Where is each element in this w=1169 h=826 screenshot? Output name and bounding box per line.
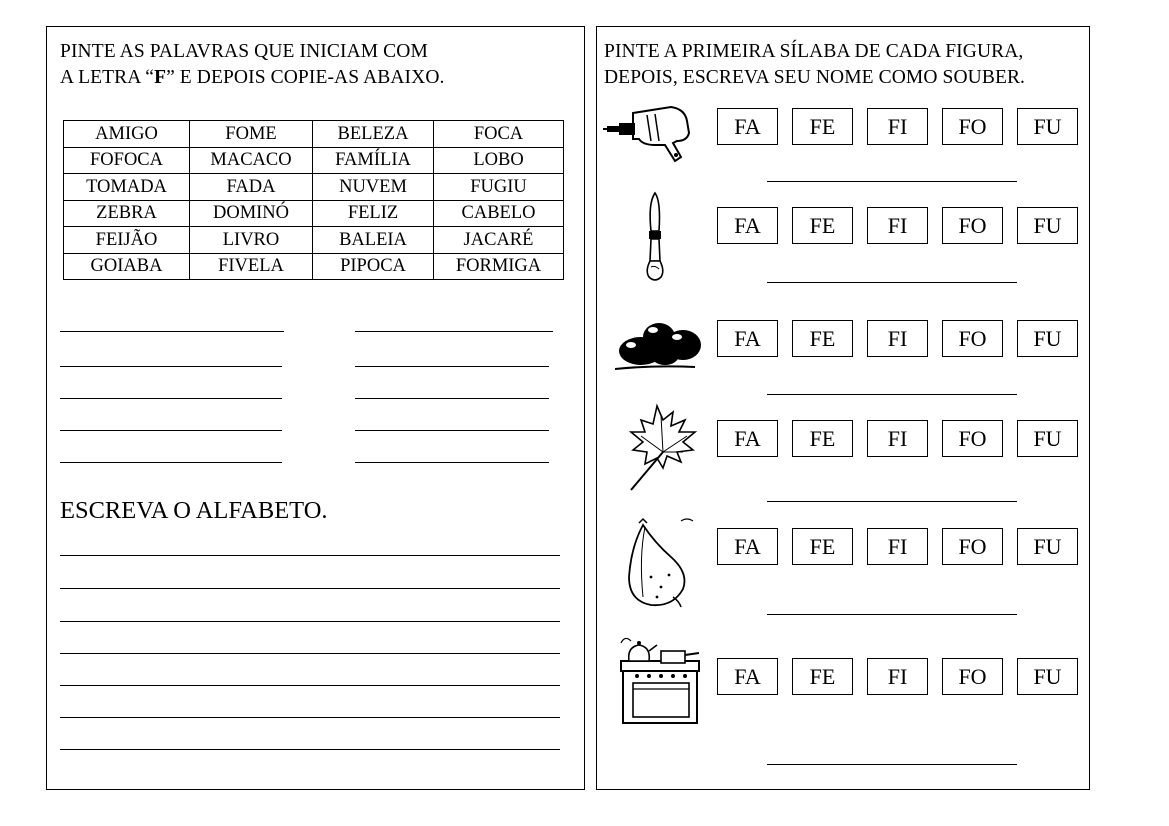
copy-line[interactable] [60, 462, 282, 463]
word-cell[interactable]: FOCA [434, 121, 564, 148]
copy-line[interactable] [60, 366, 282, 367]
syllable-box[interactable]: FU [1017, 320, 1078, 357]
word-cell[interactable]: FEIJÃO [64, 227, 190, 254]
copy-line[interactable] [355, 462, 549, 463]
table-row [64, 227, 564, 254]
syllable-box[interactable]: FA [717, 528, 778, 565]
syllable-box[interactable]: FE [792, 528, 853, 565]
right-worksheet-panel [596, 26, 1090, 790]
syllable-box[interactable]: FI [867, 207, 928, 244]
word-cell[interactable]: BALEIA [313, 227, 434, 254]
name-line[interactable] [767, 501, 1017, 502]
word-cell[interactable]: FELIZ [313, 200, 434, 227]
syllable-box[interactable]: FA [717, 658, 778, 695]
syllable-box[interactable]: FI [867, 658, 928, 695]
syllable-box[interactable]: FA [717, 320, 778, 357]
copy-line[interactable] [355, 366, 549, 367]
alphabet-line[interactable] [60, 749, 560, 750]
copy-line[interactable] [60, 331, 284, 332]
word-cell[interactable]: ZEBRA [64, 200, 190, 227]
name-line[interactable] [767, 181, 1017, 182]
word-cell[interactable]: FOME [190, 121, 313, 148]
syllable-box[interactable]: FO [942, 420, 1003, 457]
alphabet-line[interactable] [60, 717, 560, 718]
word-cell[interactable]: LIVRO [190, 227, 313, 254]
right-instruction [604, 39, 1025, 91]
syllable-box[interactable]: FE [792, 207, 853, 244]
syllable-box[interactable]: FE [792, 420, 853, 457]
word-cell[interactable]: FORMIGA [434, 253, 564, 280]
table-row [64, 147, 564, 174]
right-instruction-line-1: PINTE A PRIMEIRA SÍLABA DE CADA FIGURA, [604, 41, 1024, 62]
alphabet-line[interactable] [60, 653, 560, 654]
syllable-box[interactable]: FU [1017, 528, 1078, 565]
letter-f-bold: F [154, 67, 167, 88]
syllable-box[interactable]: FU [1017, 108, 1078, 145]
syllable-box[interactable]: FU [1017, 658, 1078, 695]
word-cell[interactable]: NUVEM [313, 174, 434, 201]
name-line[interactable] [767, 394, 1017, 395]
word-table [63, 120, 564, 280]
word-cell[interactable]: JACARÉ [434, 227, 564, 254]
syllable-box[interactable]: FO [942, 658, 1003, 695]
name-line[interactable] [767, 282, 1017, 283]
left-instruction [60, 39, 445, 91]
word-cell[interactable]: CABELO [434, 200, 564, 227]
alphabet-line[interactable] [60, 685, 560, 686]
syllable-box[interactable]: FO [942, 108, 1003, 145]
name-line[interactable] [767, 614, 1017, 615]
word-cell[interactable]: LOBO [434, 147, 564, 174]
syllable-box[interactable]: FO [942, 207, 1003, 244]
drill-icon [603, 105, 693, 165]
fig-icon [621, 517, 701, 613]
right-instruction-line-2: DEPOIS, ESCREVA SEU NOME COMO SOUBER. [604, 67, 1026, 88]
syllable-box[interactable]: FE [792, 108, 853, 145]
syllable-box[interactable]: FI [867, 320, 928, 357]
table-row [64, 121, 564, 148]
left-worksheet-panel [46, 26, 585, 790]
syllable-box[interactable]: FO [942, 320, 1003, 357]
syllable-box[interactable]: FU [1017, 420, 1078, 457]
copy-line[interactable] [355, 430, 549, 431]
copy-line[interactable] [60, 398, 282, 399]
left-instruction-part-b: ” E DEPOIS COPIE-AS ABAIXO. [166, 67, 445, 88]
alphabet-line[interactable] [60, 588, 560, 589]
syllable-box[interactable]: FA [717, 108, 778, 145]
syllable-box[interactable]: FA [717, 420, 778, 457]
syllable-box[interactable]: FI [867, 108, 928, 145]
syllable-box[interactable]: FI [867, 420, 928, 457]
word-cell[interactable]: AMIGO [64, 121, 190, 148]
syllable-box[interactable]: FE [792, 658, 853, 695]
syllable-box[interactable]: FO [942, 528, 1003, 565]
word-cell[interactable]: FUGIU [434, 174, 564, 201]
alphabet-title: ESCREVA O ALFABETO. [60, 497, 328, 524]
word-cell[interactable]: FIVELA [190, 253, 313, 280]
word-cell[interactable]: MACACO [190, 147, 313, 174]
stove-icon [613, 623, 705, 727]
word-cell[interactable]: TOMADA [64, 174, 190, 201]
word-cell[interactable]: FADA [190, 174, 313, 201]
word-cell[interactable]: GOIABA [64, 253, 190, 280]
left-instruction-part-a: A LETRA “ [60, 67, 155, 88]
syllable-box[interactable]: FI [867, 528, 928, 565]
alphabet-line[interactable] [60, 555, 560, 556]
table-row [64, 253, 564, 280]
word-cell[interactable]: FOFOCA [64, 147, 190, 174]
syllable-box[interactable]: FE [792, 320, 853, 357]
word-cell[interactable]: DOMINÓ [190, 200, 313, 227]
word-cell[interactable]: PIPOCA [313, 253, 434, 280]
word-cell[interactable]: FAMÍLIA [313, 147, 434, 174]
syllable-box[interactable]: FU [1017, 207, 1078, 244]
knife-icon [637, 191, 673, 285]
alphabet-line[interactable] [60, 621, 560, 622]
table-row [64, 200, 564, 227]
copy-line[interactable] [60, 430, 282, 431]
name-line[interactable] [767, 764, 1017, 765]
word-cell[interactable]: BELEZA [313, 121, 434, 148]
copy-line[interactable] [355, 331, 553, 332]
copy-line[interactable] [355, 398, 549, 399]
left-instruction-line-1: PINTE AS PALAVRAS QUE INICIAM COM [60, 41, 428, 62]
left-instruction-line-2 [60, 65, 445, 91]
syllable-box[interactable]: FA [717, 207, 778, 244]
beans-icon [615, 315, 707, 375]
leaf-icon [627, 402, 707, 492]
table-row [64, 174, 564, 201]
